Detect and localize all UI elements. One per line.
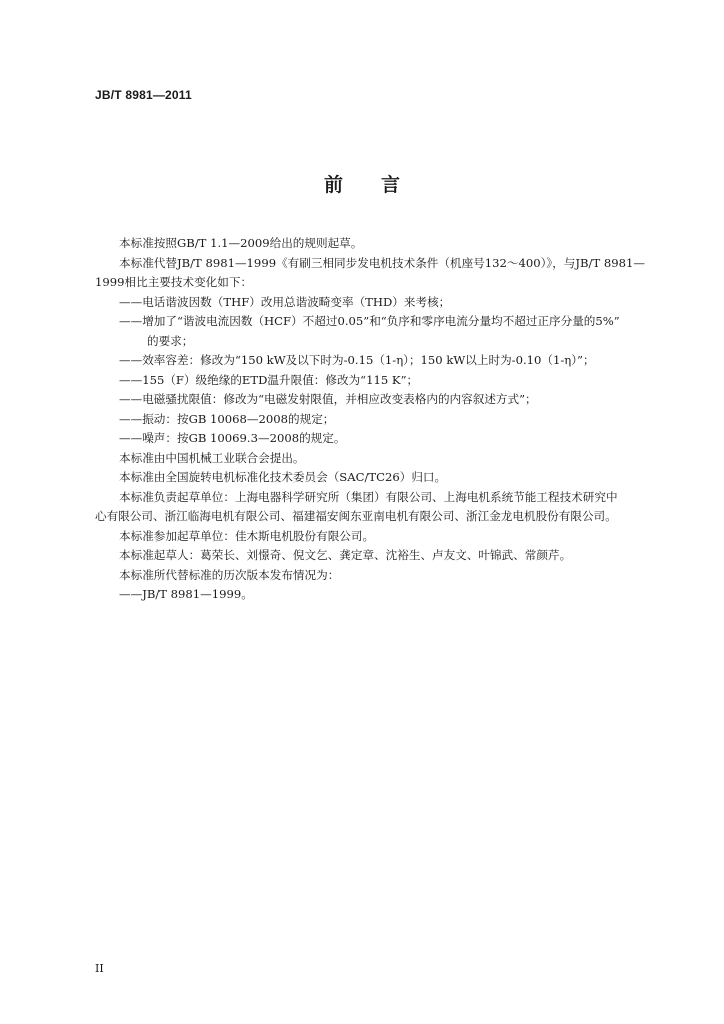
paragraph-replaces-line1: 本标准代替JB/T 8981—1999《有刷三相同步发电机技术条件（机座号132～400）》，与JB/T 8981— (119, 255, 645, 270)
title-char-2: 言 (381, 174, 401, 196)
standard-code: JB/T 8981—2011 (95, 88, 192, 102)
paragraph-centralized-by: 本标准由全国旋转电机标准化技术委员会（SAC/TC26）归口。 (119, 470, 447, 484)
change-item-noise: ——噪声：按GB 10069.3—2008的规定。 (119, 431, 346, 445)
change-item-vibration: ——振动：按GB 10068—2008的规定； (119, 411, 335, 426)
paragraph-replaces-line2: 1999相比主要技术变化如下： (95, 275, 253, 289)
paragraph-previous-editions: 本标准所代替标准的历次版本发布情况为： (119, 567, 340, 582)
previous-edition-item: ——JB/T 8981—1999。 (119, 587, 253, 601)
title-char-1: 前 (323, 174, 343, 196)
paragraph-drafters: 本标准起草人：葛荣长、刘憬奇、倪文乞、龚定章、沈裕生、卢友文、叶锦武、常颜芹。 (119, 548, 572, 562)
change-item-emi: ——电磁骚扰限值：修改为“电磁发射限值，并相应改变表格内的内容叙述方式”； (119, 392, 537, 406)
page-number: II (95, 962, 104, 975)
change-item-efficiency: ——效率容差：修改为“150 kW及以下时为-0.15（1-η）；150 kW以上时为-0.10（1-η）”； (119, 353, 595, 367)
change-item-hcf-line1: ——增加了“谐波电流因数（HCF）不超过0.05”和“负序和零序电流分量均不超过正序分量的5%” (119, 314, 620, 328)
paragraph-participating-drafters: 本标准参加起草单位：佳木斯电机股份有限公司。 (119, 528, 375, 543)
paragraph-lead-drafters-line2: 心有限公司、浙江临海电机有限公司、福建福安闽东亚南电机有限公司、浙江金龙电机股份有限公司。 (95, 509, 617, 523)
change-item-thf: ——电话谐波因数（THF）改用总谐波畸变率（THD）来考核； (119, 294, 451, 309)
paragraph-lead-drafters-line1: 本标准负责起草单位：上海电器科学研究所（集团）有限公司、上海电机系统节能工程技术研究中 (119, 489, 618, 504)
foreword-body (95, 234, 667, 605)
change-item-etd: ——155（F）级绝缘的ETD温升限值：修改为“115 K”； (119, 372, 419, 387)
paragraph-drafting-rules: 本标准按照GB/T 1.1—2009给出的规则起草。 (119, 236, 363, 250)
change-item-hcf-line2: 的要求； (147, 333, 194, 348)
page-title (0, 170, 724, 197)
paragraph-proposed-by: 本标准由中国机械工业联合会提出。 (119, 450, 305, 465)
